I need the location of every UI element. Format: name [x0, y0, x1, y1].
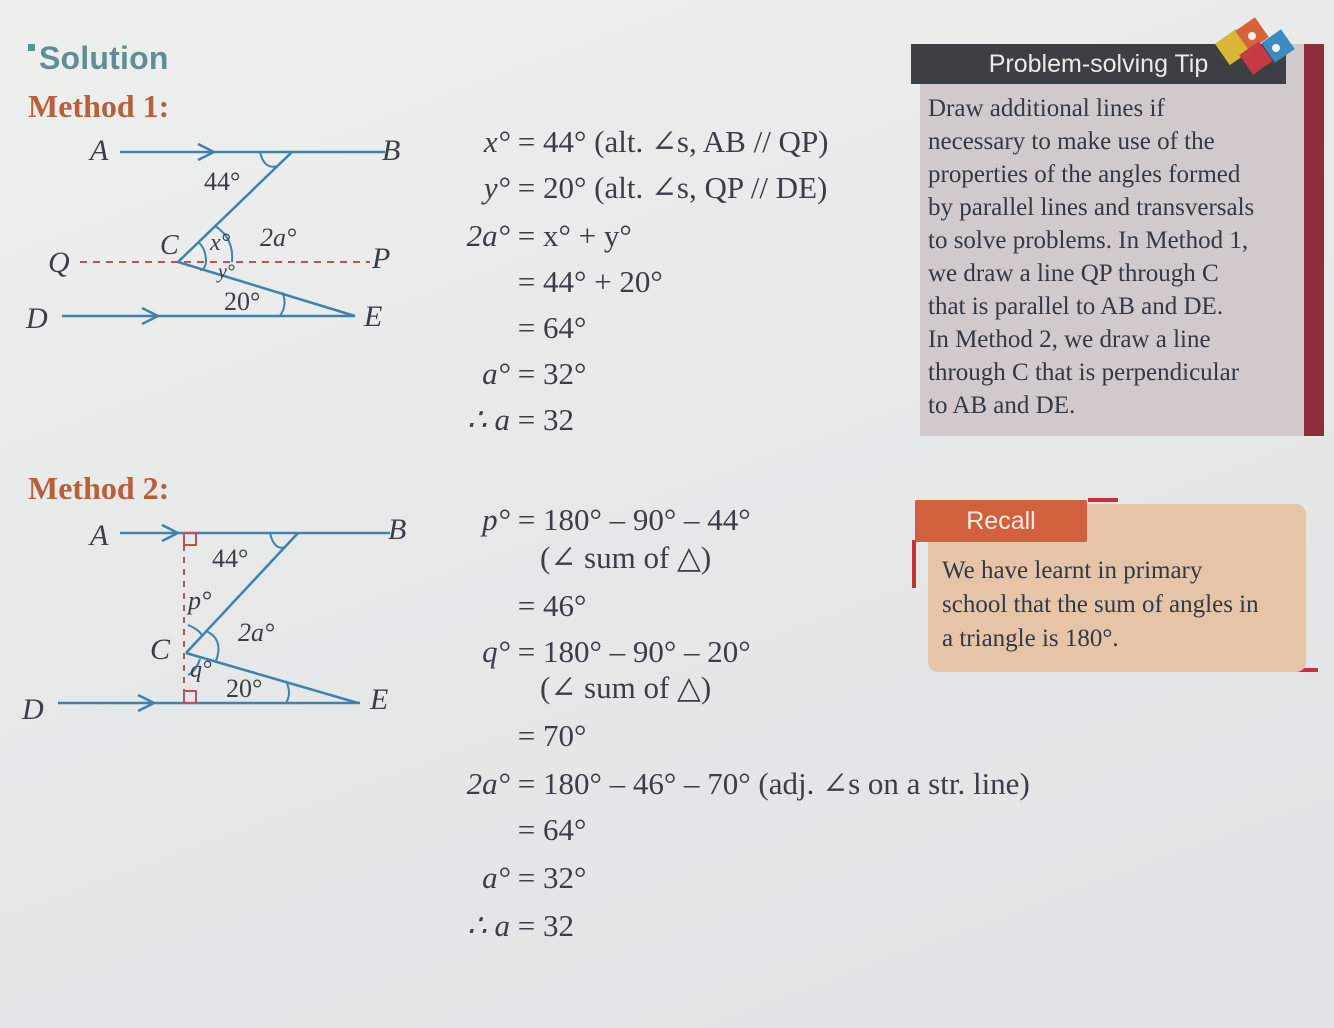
- angle-20-label: 20°: [226, 674, 263, 703]
- angle-2a-label: 2a°: [238, 618, 275, 647]
- angle-20-label: 20°: [224, 287, 261, 316]
- m1-lhs-1: x°: [483, 124, 510, 159]
- m2-rhs-1: = 180° – 90° – 44°: [517, 502, 751, 537]
- recall-line-1: We have learnt in primary: [942, 557, 1203, 584]
- puzzle-icon: [1214, 16, 1298, 86]
- angle-y-label: y°: [218, 261, 235, 283]
- arc-p: [188, 625, 202, 635]
- m1-row-5: [440, 310, 586, 346]
- tip-title: Problem-solving Tip: [911, 44, 1286, 84]
- point-b-label: B: [388, 513, 407, 546]
- method1-label: Method 1:: [28, 88, 170, 124]
- m2-rhs-6: = 70°: [517, 718, 587, 753]
- recall-accent-left: [912, 540, 916, 588]
- m2-rhs-4: = 180° – 90° – 20°: [517, 634, 751, 669]
- point-e-label: E: [370, 683, 389, 716]
- point-d-label: D: [26, 302, 48, 335]
- m2-rhs-7: = 180° – 46° – 70° (adj. ∠s on a str. line): [517, 766, 1030, 801]
- arc-20: [286, 681, 289, 703]
- tip-line-3: properties of the angles formed: [928, 161, 1241, 188]
- m1-rhs-1: = 44° (alt. ∠s, AB // QP): [517, 124, 829, 159]
- m2-rhs-2: (∠ sum of △): [540, 540, 712, 575]
- right-angle-bottom-icon: [184, 691, 196, 703]
- m2-row-5: [540, 670, 711, 706]
- point-d-label: D: [22, 693, 44, 726]
- transversal-lower: [186, 653, 358, 703]
- point-c-label: C: [150, 633, 171, 666]
- recall-line-2: school that the sum of angles in: [942, 591, 1259, 618]
- m2-rhs-5: (∠ sum of △): [540, 670, 712, 705]
- m2-row-8: [440, 812, 586, 848]
- m1-lhs-7: ∴ a: [467, 402, 510, 437]
- angle-x-label: x°: [210, 230, 231, 256]
- m2-row-1: [440, 502, 751, 538]
- recall-line-3: a triangle is 180°.: [942, 625, 1119, 652]
- m2-rhs-9: = 32°: [517, 860, 587, 895]
- tip-line-8: In Method 2, we draw a line: [928, 326, 1211, 353]
- m1-row-1: [440, 124, 829, 160]
- m2-rhs-3: = 46°: [517, 588, 587, 623]
- point-c-label: C: [160, 230, 179, 261]
- tip-line-4: by parallel lines and transversals: [928, 194, 1255, 221]
- m2-lhs-4: q°: [482, 634, 510, 669]
- point-b-label: B: [382, 134, 401, 167]
- recall-body: [942, 554, 1292, 656]
- point-e-label: E: [364, 300, 383, 333]
- tip-line-2: necessary to make use of the: [928, 128, 1215, 155]
- m1-rhs-5: = 64°: [517, 310, 587, 345]
- point-a-label: A: [90, 134, 109, 167]
- m1-row-7: [440, 402, 574, 438]
- arc-20: [280, 292, 285, 316]
- m2-row-10: [440, 908, 574, 944]
- tip-body: [928, 92, 1288, 422]
- method2-label: Method 2:: [28, 470, 170, 506]
- tip-line-5: to solve problems. In Method 1,: [928, 227, 1249, 254]
- m1-rhs-2: = 20° (alt. ∠s, QP // DE): [517, 170, 828, 205]
- bullet-icon: [28, 44, 35, 51]
- m1-row-3: [440, 218, 632, 254]
- m2-rhs-8: = 64°: [517, 812, 587, 847]
- method2-diagram: [20, 505, 440, 735]
- m1-rhs-6: = 32°: [517, 356, 587, 391]
- m1-row-6: [440, 356, 586, 392]
- solution-heading: [28, 40, 169, 77]
- m2-row-4: [440, 634, 751, 670]
- m1-row-2: [440, 170, 827, 206]
- m2-row-3: [440, 588, 586, 624]
- arc-44: [270, 533, 286, 548]
- angle-44-label: 44°: [212, 544, 249, 573]
- m2-row-6: [440, 718, 586, 754]
- recall-accent-top: [1088, 498, 1118, 502]
- recall-title: Recall: [915, 500, 1087, 542]
- m1-lhs-3: 2a°: [466, 218, 510, 253]
- angle-44-label: 44°: [204, 167, 241, 196]
- m1-lhs-2: y°: [483, 170, 510, 205]
- point-a-label: A: [90, 519, 109, 552]
- m2-rhs-10: = 32: [517, 908, 574, 943]
- angle-2a-label: 2a°: [260, 223, 297, 252]
- right-angle-top-icon: [184, 533, 196, 545]
- transversal-lower: [178, 262, 355, 316]
- method1-diagram: [20, 120, 440, 350]
- m2-lhs-1: p°: [482, 502, 510, 537]
- m1-rhs-4: = 44° + 20°: [517, 264, 663, 299]
- point-q-label: Q: [48, 246, 70, 279]
- m2-row-7: [440, 766, 1030, 802]
- tip-line-10: to AB and DE.: [928, 392, 1076, 419]
- point-p-label: P: [372, 242, 391, 275]
- tip-line-7: that is parallel to AB and DE.: [928, 293, 1224, 320]
- m2-lhs-9: a°: [482, 860, 510, 895]
- m2-row-9: [440, 860, 586, 896]
- tip-line-6: we draw a line QP through C: [928, 260, 1219, 287]
- m1-rhs-3: = x° + y°: [517, 218, 632, 253]
- angle-q-label: q°: [190, 657, 212, 683]
- m1-row-4: [440, 264, 663, 300]
- tip-line-1: Draw additional lines if: [928, 95, 1165, 122]
- tip-line-9: through C that is perpendicular: [928, 359, 1240, 386]
- solution-heading-text: Solution: [39, 40, 169, 76]
- arc-x: [198, 242, 206, 262]
- arc-44: [260, 152, 278, 167]
- angle-p-label: p°: [188, 586, 212, 615]
- m2-lhs-7: 2a°: [466, 766, 510, 801]
- m2-lhs-10: ∴ a: [467, 908, 510, 943]
- m2-row-2: [540, 540, 711, 576]
- m1-lhs-6: a°: [482, 356, 510, 391]
- m1-rhs-7: = 32: [517, 402, 574, 437]
